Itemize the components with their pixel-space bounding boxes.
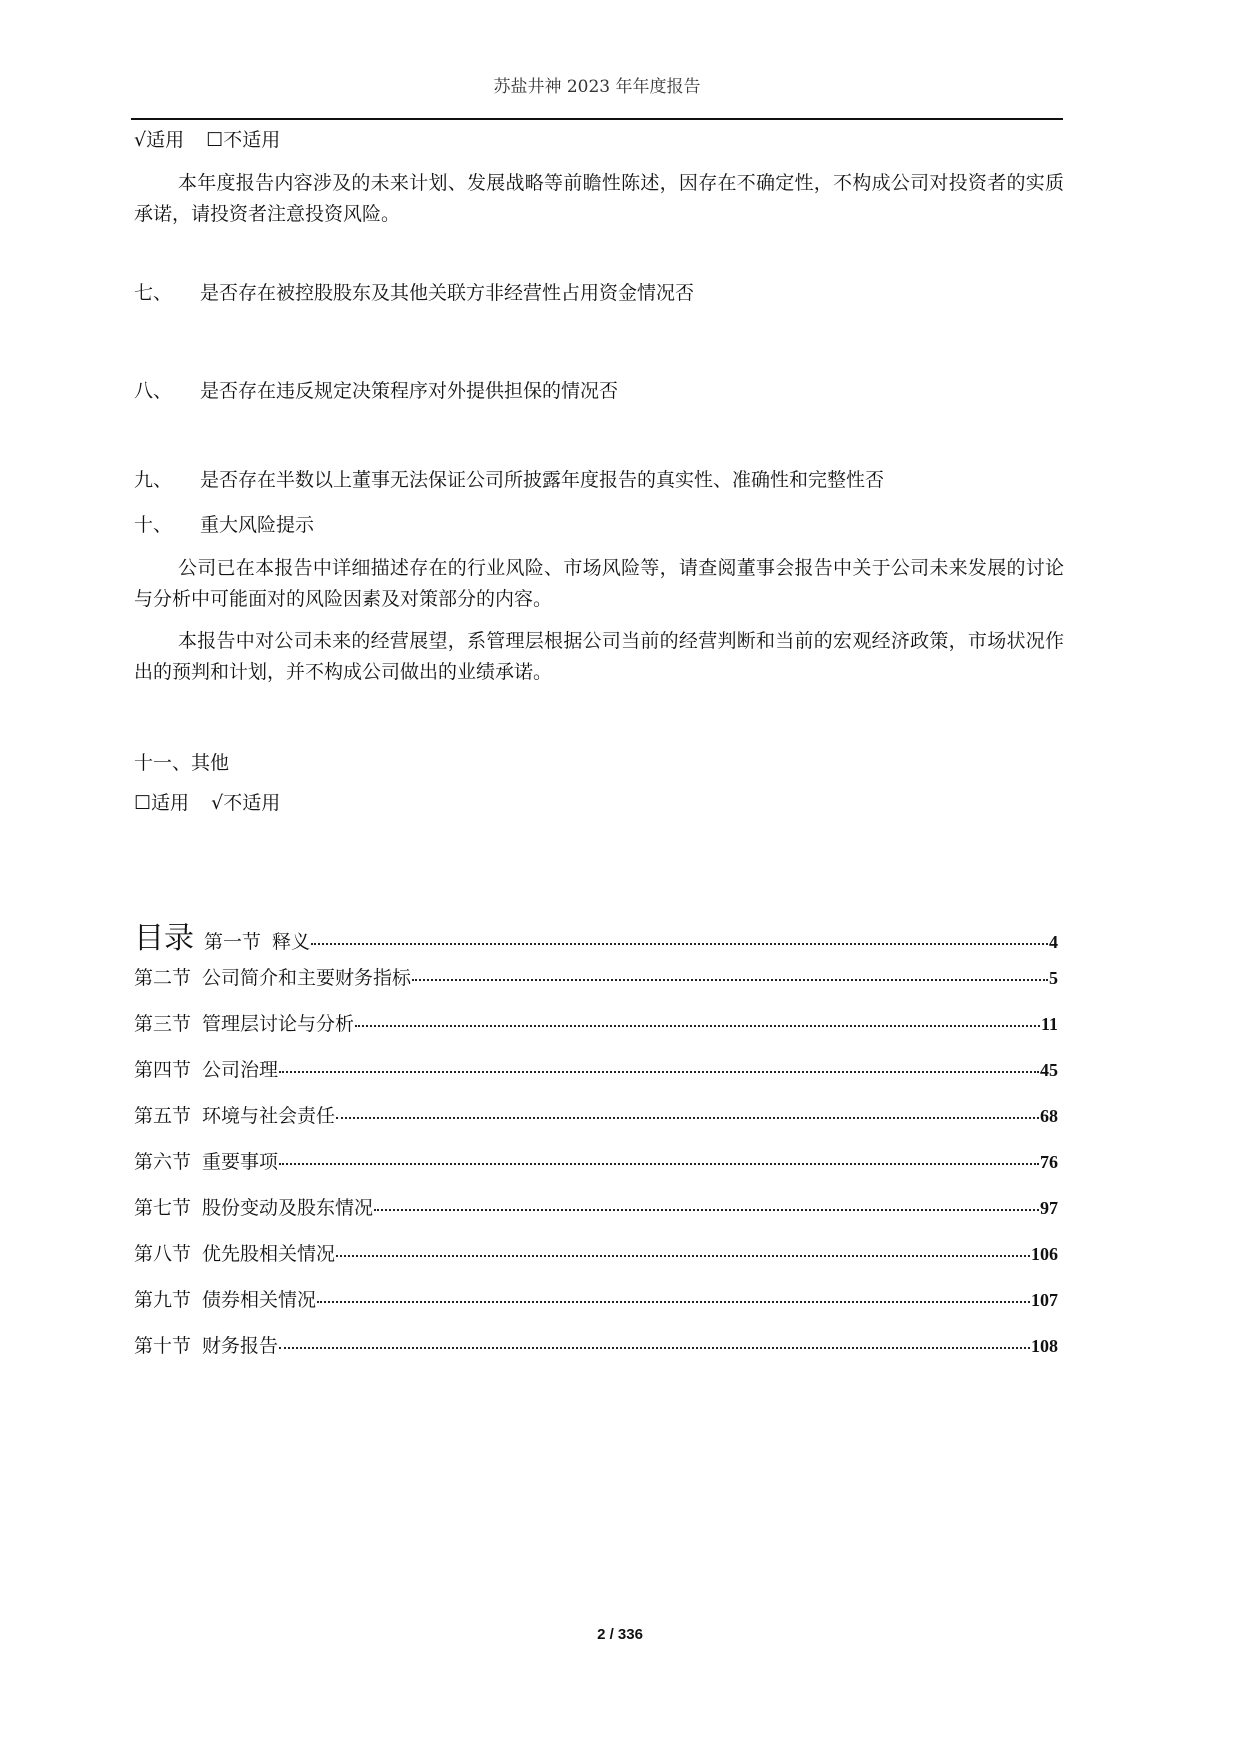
section-8-heading [134, 379, 618, 403]
section-number: 十、 [134, 514, 173, 536]
toc-entry[interactable] [134, 1147, 1058, 1173]
toc-page-number: 45 [1040, 1060, 1058, 1080]
toc-leader-dots [336, 1117, 1039, 1119]
section-9-heading [134, 468, 884, 492]
section-10-heading [134, 513, 314, 537]
toc-heading: 目录 [134, 921, 194, 956]
page-header: 苏盐井神 2023 年年度报告 [493, 77, 701, 97]
toc-entry-title: 第三节 管理层讨论与分析 [134, 1013, 355, 1035]
toc-leader-dots [317, 1301, 1030, 1303]
toc-leader-dots [279, 1347, 1030, 1349]
risk-paragraph: 本报告中对公司未来的经营展望，系管理层根据公司当前的经营判断和当前的宏观经济政策，市场状况作出的预判和计划，并不构成公司做出的业绩承诺。 [134, 630, 1064, 683]
section-number: 九、 [134, 469, 173, 491]
toc-leader-dots [355, 1025, 1040, 1027]
header-divider [131, 118, 1063, 120]
toc-entry[interactable] [134, 1101, 1058, 1127]
toc-leader-dots [311, 943, 1048, 945]
toc-page-number: 108 [1031, 1336, 1058, 1356]
toc-leader-dots [279, 1071, 1039, 1073]
toc-entry-title: 第八节 优先股相关情况 [134, 1243, 336, 1265]
section-number: 七、 [134, 282, 173, 304]
toc-entry[interactable] [134, 1331, 1058, 1357]
section-title: 是否存在违反规定决策程序对外提供担保的情况否 [200, 380, 619, 402]
section-number: 八、 [134, 380, 173, 402]
toc-page-number: 68 [1040, 1106, 1058, 1126]
toc-page-number: 5 [1049, 968, 1058, 988]
section-title: 重大风险提示 [200, 514, 315, 536]
toc-entry[interactable] [134, 913, 1058, 956]
toc-page-number: 11 [1040, 1014, 1058, 1034]
toc-page-number: 106 [1031, 1244, 1058, 1264]
toc-entry-title: 第六节 重要事项 [134, 1151, 279, 1173]
forward-looking-statement: 本年度报告内容涉及的未来计划、发展战略等前瞻性陈述，因存在不确定性，不构成公司对投资者的实质承诺，请投资者注意投资风险。 [134, 172, 1064, 225]
toc-page-number: 4 [1049, 932, 1058, 952]
toc-entry[interactable] [134, 1055, 1058, 1081]
applicable-option: ☐适用 [134, 792, 190, 814]
toc-entry[interactable] [134, 1009, 1058, 1035]
toc-entry-title: 第一节 释义 [204, 931, 311, 953]
section-7-heading [134, 281, 694, 305]
toc-leader-dots [279, 1163, 1039, 1165]
toc-entry-title: 第九节 债券相关情况 [134, 1289, 317, 1311]
toc-entry-title: 第二节 公司简介和主要财务指标 [134, 967, 412, 989]
toc-page-number: 97 [1040, 1198, 1058, 1218]
section-title: 是否存在被控股股东及其他关联方非经营性占用资金情况否 [200, 282, 695, 304]
toc-leader-dots [412, 979, 1048, 981]
applicable-option: √适用 [134, 129, 185, 151]
not-applicable-option: ☐不适用 [206, 129, 281, 151]
toc-entry[interactable] [134, 1239, 1058, 1265]
toc-page-number: 107 [1031, 1290, 1058, 1310]
page-number: 2 / 336 [597, 1626, 643, 1643]
toc-entry[interactable] [134, 1285, 1058, 1311]
toc-entry-title: 第十节 财务报告 [134, 1335, 279, 1357]
toc-page-number: 76 [1040, 1152, 1058, 1172]
not-applicable-option: √不适用 [211, 792, 281, 814]
risk-paragraph: 公司已在本报告中详细描述存在的行业风险、市场风险等，请查阅董事会报告中关于公司未来发展的讨论与分析中可能面对的风险因素及对策部分的内容。 [134, 557, 1064, 610]
top-applicability [134, 128, 280, 152]
toc-entry-title: 第四节 公司治理 [134, 1059, 279, 1081]
section-title: 是否存在半数以上董事无法保证公司所披露年度报告的真实性、准确性和完整性否 [200, 469, 885, 491]
toc-entry-title: 第五节 环境与社会责任 [134, 1105, 336, 1127]
section-11-heading: 十一、其他 [134, 752, 230, 774]
other-applicability [134, 791, 280, 815]
toc-leader-dots [336, 1255, 1030, 1257]
toc-entry[interactable] [134, 963, 1058, 989]
toc-leader-dots [374, 1209, 1039, 1211]
toc-entry[interactable] [134, 1193, 1058, 1219]
toc-entry-title: 第七节 股份变动及股东情况 [134, 1197, 374, 1219]
